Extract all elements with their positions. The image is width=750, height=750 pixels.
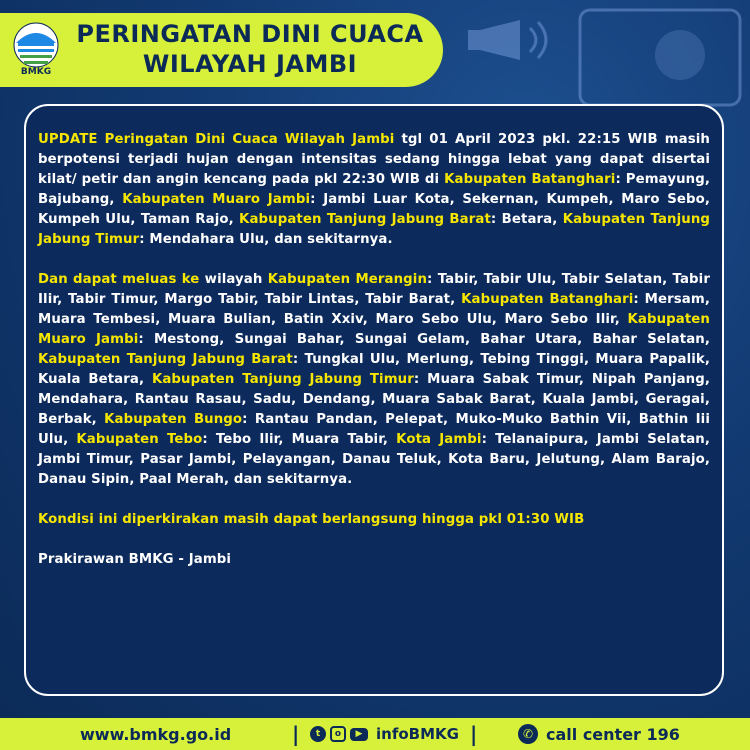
- highlighted-text: Kabupaten Bungo: [104, 412, 243, 427]
- highlighted-text: UPDATE Peringatan Dini Cuaca Wilayah Jambi: [38, 132, 395, 147]
- separator: |: [470, 722, 478, 746]
- body-text: : Rantau Pandan, Pelepat, Muko-Muko Bathin Vii, Bathin Iii Ulu,: [38, 412, 710, 447]
- body-text: : Tabir, Tabir Ulu, Tabir Selatan, Tabir Ilir, Tabir Timur, Margo Tabir, Tabir Lintas, Tabir Barat,: [38, 272, 710, 307]
- social-handle[interactable]: infoBMKG: [376, 725, 459, 743]
- highlighted-text: Kabupaten Tebo: [76, 432, 203, 447]
- body-text: : Betara,: [490, 212, 563, 227]
- megaphone-icon: [450, 0, 750, 110]
- forecaster-signature: Prakirawan BMKG - Jambi: [38, 552, 232, 567]
- body-text: : Mestong, Sungai Bahar, Sungai Gelam, Bahar Utara, Bahar Selatan,: [138, 332, 710, 347]
- highlighted-text: Kabupaten Muaro Jambi: [122, 192, 311, 207]
- header-banner: [0, 13, 443, 87]
- twitter-icon[interactable]: t: [310, 726, 326, 742]
- highlighted-text: Kota Jambi: [396, 432, 482, 447]
- body-text: : Tungkal Ulu, Merlung, Tebing Tinggi, Muara Papalik, Kuala Betara,: [38, 352, 710, 387]
- body-text: wilayah: [199, 272, 268, 287]
- body-text: tgl 01 April 2023 pkl. 22:15 WIB masih berpotensi terjadi hujan dengan intensitas sedang hingga lebat yang dapat disertai kilat/ petir dan angin kencang pada pkl 22:30 WIB di: [38, 132, 710, 187]
- body-text: : Telanaipura, Jambi Selatan, Jambi Timur, Pasar Jambi, Pelayangan, Danau Teluk, Kota Baru, Jelutung, Alam Barajo, Danau Sipin, Paal Merah, dan sekitarnya.: [38, 432, 710, 487]
- call-center: [518, 724, 680, 744]
- website-link[interactable]: www.bmkg.go.id: [80, 724, 232, 744]
- youtube-icon[interactable]: ▶: [350, 728, 368, 741]
- highlighted-text: Kabupaten Batanghari: [461, 292, 634, 307]
- highlighted-text: Dan dapat meluas ke: [38, 272, 200, 287]
- phone-icon[interactable]: ✆: [518, 724, 538, 744]
- social-links: [310, 725, 459, 743]
- title-line-1: PERINGATAN DINI CUACA: [76, 20, 424, 48]
- body-text: : Mersam, Muara Tembesi, Muara Bulian, Batin Xxiv, Maro Sebo Ulu, Maro Sebo Ilir,: [38, 292, 710, 327]
- body-text: : Mendahara Ulu, dan sekitarnya.: [139, 232, 393, 247]
- highlighted-text: Kabupaten Tanjung Jabung Barat: [38, 352, 293, 367]
- highlighted-text: Kabupaten Muaro Jambi: [38, 312, 710, 347]
- body-text: : Jambi Luar Kota, Sekernan, Kumpeh, Maro Sebo, Kumpeh Ulu, Taman Rajo,: [38, 192, 710, 227]
- body-text: : Muara Sabak Timur, Nipah Panjang, Mendahara, Rantau Rasau, Sadu, Dendang, Muara Sabak Barat, Kuala Jambi, Geragai, Berbak,: [38, 372, 710, 427]
- warning-panel: [24, 104, 724, 696]
- body-text: : Pemayung, Bajubang,: [38, 172, 711, 207]
- highlighted-text: Kabupaten Tanjung Jabung Timur: [38, 212, 710, 247]
- highlighted-text: Kabupaten Tanjung Jabung Timur: [151, 372, 414, 387]
- duration-note: Kondisi ini diperkirakan masih dapat berlangsung hingga pkl 01:30 WIB: [38, 512, 585, 527]
- footer-bar: [0, 718, 750, 750]
- page-title: [70, 19, 430, 79]
- highlighted-text: Kabupaten Merangin: [267, 272, 428, 287]
- body-text: : Tebo Ilir, Muara Tabir,: [202, 432, 397, 447]
- instagram-icon[interactable]: o: [330, 726, 346, 742]
- call-center-label[interactable]: call center 196: [546, 724, 680, 744]
- separator: |: [292, 722, 300, 746]
- title-line-2: WILAYAH JAMBI: [142, 50, 358, 78]
- logo-text: BMKG: [20, 67, 52, 77]
- warning-paragraph-2: [38, 270, 710, 490]
- highlighted-text: Kabupaten Batanghari: [444, 172, 616, 187]
- warning-paragraph-1: [38, 130, 710, 250]
- highlighted-text: Kabupaten Tanjung Jabung Barat: [239, 212, 491, 227]
